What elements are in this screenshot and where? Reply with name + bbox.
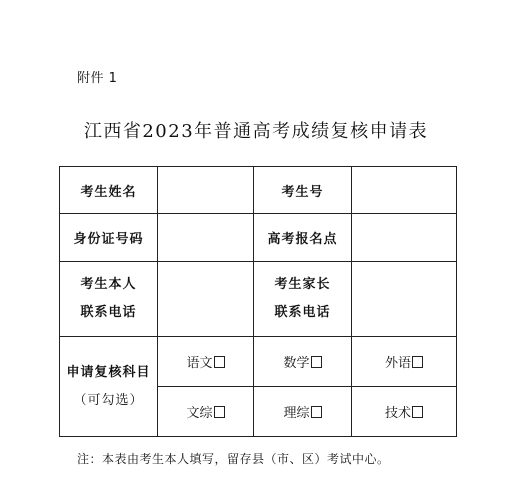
subject-option-foreign-language[interactable] xyxy=(352,337,457,387)
name-field[interactable] xyxy=(158,167,254,214)
checkbox[interactable] xyxy=(214,406,225,418)
checkbox[interactable] xyxy=(412,356,423,368)
subject-label: 文综 xyxy=(186,406,213,421)
registration-site-label: 高考报名点 xyxy=(254,214,352,262)
exam-no-field[interactable] xyxy=(352,167,457,214)
subject-option-liberal-arts[interactable] xyxy=(158,387,254,437)
parent-phone-field[interactable] xyxy=(352,262,457,337)
subjects-label-text: 申请复核科目 xyxy=(66,364,151,380)
subjects-label xyxy=(60,337,158,437)
checkbox[interactable] xyxy=(311,406,322,418)
subject-label: 技术 xyxy=(384,406,411,421)
subject-label: 数学 xyxy=(283,356,310,371)
student-phone-label-line1: 考生本人 xyxy=(80,277,137,292)
attachment-label: 附件 1 xyxy=(77,71,118,86)
application-form-table xyxy=(59,166,457,437)
subject-label: 外语 xyxy=(384,356,411,371)
footnote: 注：本表由考生本人填写，留存县（市、区）考试中心。 xyxy=(77,452,390,466)
exam-no-label: 考生号 xyxy=(254,167,352,214)
checkbox[interactable] xyxy=(214,356,225,368)
checkbox[interactable] xyxy=(412,406,423,418)
id-number-label: 身份证号码 xyxy=(60,214,158,262)
subject-option-technology[interactable] xyxy=(352,387,457,437)
subject-label: 语文 xyxy=(186,356,213,371)
student-phone-label-line2: 联系电话 xyxy=(80,305,137,320)
id-number-field[interactable] xyxy=(158,214,254,262)
subject-option-math[interactable] xyxy=(254,337,352,387)
subject-label: 理综 xyxy=(283,406,310,421)
name-label: 考生姓名 xyxy=(60,167,158,214)
registration-site-field[interactable] xyxy=(352,214,457,262)
parent-phone-label xyxy=(254,262,352,337)
subjects-hint: （可勾选） xyxy=(73,392,144,408)
form-title: 江西省2023年普通高考成绩复核申请表 xyxy=(83,121,429,142)
student-phone-label xyxy=(60,262,158,337)
parent-phone-label-line1: 考生家长 xyxy=(274,277,331,292)
student-phone-field[interactable] xyxy=(158,262,254,337)
checkbox[interactable] xyxy=(311,356,322,368)
parent-phone-label-line2: 联系电话 xyxy=(274,305,331,320)
subject-option-chinese[interactable] xyxy=(158,337,254,387)
subject-option-sciences[interactable] xyxy=(254,387,352,437)
